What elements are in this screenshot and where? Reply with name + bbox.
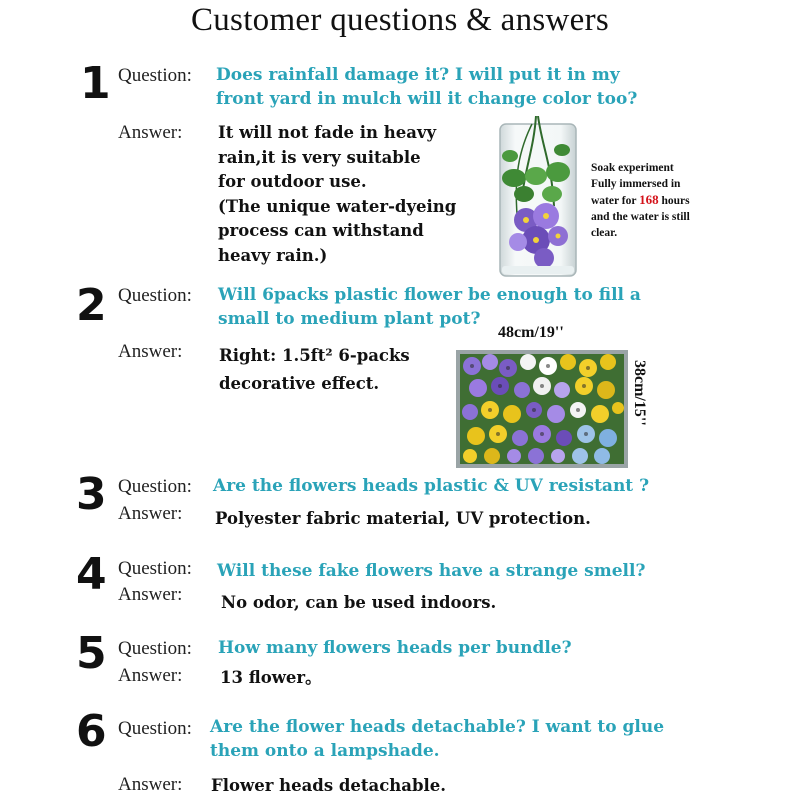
question-label-3: Question: — [118, 476, 192, 497]
soak-caption: Soak experiment Fully immersed in water for 168 hours and the water is still clear. — [591, 162, 690, 239]
question-text-6: Are the flower heads detachable? I want to glue them onto a lampshade. — [210, 717, 665, 761]
answer-label-6: Answer: — [118, 774, 183, 795]
answer-text-1: It will not fade in heavy rain,it is very suitable for outdoor use. (The unique water-dyeing process can withstand heavy rain.) — [218, 123, 457, 265]
question-number-2: 2 — [76, 280, 107, 331]
question-label-1: Question: — [118, 65, 192, 86]
question-number-3: 3 — [76, 469, 107, 520]
answer-text-6: Flower heads detachable. — [211, 776, 447, 795]
answer-label-1: Answer: — [118, 122, 183, 143]
answer-text-5: 13 flower。 — [220, 668, 322, 687]
question-number-4: 4 — [76, 549, 107, 600]
soak-vase-image — [496, 116, 580, 282]
question-label-6: Question: — [118, 718, 192, 739]
question-number-1: 1 — [80, 58, 111, 109]
answer-text-3: Polyester fabric material, UV protection. — [215, 509, 591, 528]
question-label-4: Question: — [118, 558, 192, 579]
flower-mat-image — [456, 350, 628, 468]
answer-text-2: Right: 1.5ft² 6-packs decorative effect. — [219, 346, 410, 393]
question-text-5: How many flowers heads per bundle? — [218, 638, 572, 658]
answer-label-4: Answer: — [118, 584, 183, 605]
question-label-2: Question: — [118, 285, 192, 306]
answer-label-5: Answer: — [118, 665, 183, 686]
question-number-6: 6 — [76, 706, 107, 757]
question-text-1: Does rainfall damage it? I will put it in my front yard in mulch will it change color too? — [216, 65, 638, 109]
answer-label-2: Answer: — [118, 341, 183, 362]
question-text-4: Will these fake flowers have a strange smell? — [217, 561, 646, 581]
page-title: Customer questions & answers — [190, 2, 610, 38]
dimension-width-label: 48cm/19'' — [498, 324, 564, 341]
answer-label-3: Answer: — [118, 503, 183, 524]
dimension-height-label: 38cm/15'' — [631, 360, 648, 426]
question-label-5: Question: — [118, 638, 192, 659]
soak-hours-value: 168 — [639, 192, 659, 207]
question-text-2: Will 6packs plastic flower be enough to fill a small to medium plant pot? — [218, 285, 641, 329]
answer-text-4: No odor, can be used indoors. — [221, 593, 497, 612]
question-text-3: Are the flowers heads plastic & UV resistant ? — [213, 476, 650, 496]
question-number-5: 5 — [76, 628, 107, 679]
